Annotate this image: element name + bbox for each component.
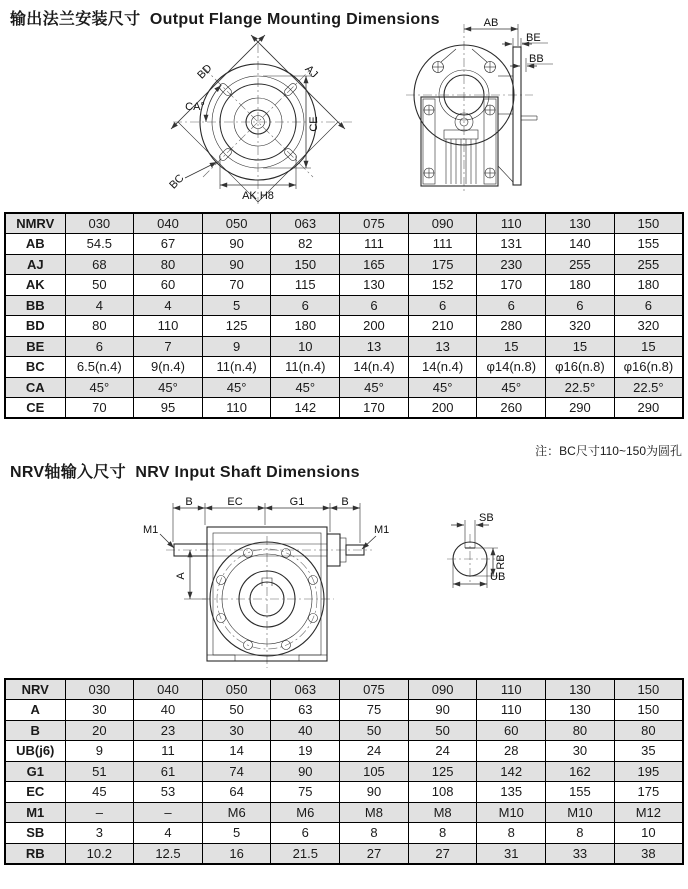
dim-label-ab: AB: [483, 17, 499, 29]
table-cell: 45°: [134, 377, 203, 398]
table-cell: 155: [546, 782, 615, 803]
table-cell: 19: [271, 741, 340, 762]
table-cell: 170: [477, 275, 546, 296]
table-cell: M6: [271, 802, 340, 823]
column-header: 130: [546, 679, 615, 700]
dim-label-ak: AK H8: [242, 190, 274, 202]
column-header: 130: [546, 213, 615, 234]
table-cell: 15: [477, 336, 546, 357]
table-cell: 74: [202, 761, 271, 782]
row-label: CE: [5, 398, 65, 419]
table-cell: 33: [546, 843, 615, 864]
table-cell: 11(n.4): [271, 357, 340, 378]
table-cell: 50: [340, 720, 409, 741]
table-row: [5, 741, 683, 762]
table-cell: 11: [134, 741, 203, 762]
table-cell: 165: [340, 254, 409, 275]
table-cell: 6: [65, 336, 134, 357]
table-cell: 50: [408, 720, 477, 741]
table-cell: 24: [340, 741, 409, 762]
table-cell: 135: [477, 782, 546, 803]
column-header: 040: [134, 213, 203, 234]
table-row: [5, 802, 683, 823]
shaft-dimensions-table: [4, 678, 684, 865]
table-cell: 255: [614, 254, 683, 275]
column-header: 050: [202, 213, 271, 234]
table-cell: 60: [477, 720, 546, 741]
table-cell: 35: [614, 741, 683, 762]
table-cell: 82: [271, 234, 340, 255]
table-cell: 290: [614, 398, 683, 419]
table-cell: 9(n.4): [134, 357, 203, 378]
table-cell: 45°: [408, 377, 477, 398]
table-cell: φ14(n.8): [477, 357, 546, 378]
table-cell: M6: [202, 802, 271, 823]
dim-label-ca: CA°: [185, 101, 205, 113]
figure-flange-front-view: [155, 34, 405, 210]
table-cell: 90: [202, 254, 271, 275]
table-cell: 54.5: [65, 234, 134, 255]
table-cell: M10: [477, 802, 546, 823]
table-cell: 290: [546, 398, 615, 419]
table-cell: 140: [546, 234, 615, 255]
table-cell: 95: [134, 398, 203, 419]
table-cell: 38: [614, 843, 683, 864]
dim-label-bb: BB: [529, 53, 544, 65]
row-label: SB: [5, 823, 65, 844]
table-cell: 45°: [477, 377, 546, 398]
table-cell: 90: [408, 700, 477, 721]
table-cell: 4: [134, 295, 203, 316]
table-row: [5, 720, 683, 741]
row-label: CA: [5, 377, 65, 398]
table-cell: 51: [65, 761, 134, 782]
figure-input-shaft-view: [140, 496, 402, 676]
figure-shaft-section-detail: [423, 502, 538, 597]
table-cell: 150: [271, 254, 340, 275]
column-header: 110: [477, 679, 546, 700]
table-cell: 10.2: [65, 843, 134, 864]
table-cell: 80: [614, 720, 683, 741]
dim-label-m1-left: M1: [143, 524, 159, 536]
table-cell: φ16(n.8): [546, 357, 615, 378]
table-cell: 30: [546, 741, 615, 762]
dim-label-b-right: B: [341, 496, 349, 508]
column-header: 075: [340, 213, 409, 234]
row-label: UB(j6): [5, 741, 65, 762]
table-row: [5, 761, 683, 782]
table-cell: 14(n.4): [408, 357, 477, 378]
table-row: [5, 275, 683, 296]
table-cell: 175: [614, 782, 683, 803]
table-cell: 80: [546, 720, 615, 741]
table-cell: 111: [340, 234, 409, 255]
table-cell: 24: [408, 741, 477, 762]
table-cell: 80: [134, 254, 203, 275]
table-cell: 170: [340, 398, 409, 419]
column-header: 110: [477, 213, 546, 234]
column-header: 040: [134, 679, 203, 700]
row-label: EC: [5, 782, 65, 803]
table-cell: 64: [202, 782, 271, 803]
dim-label-b-left: B: [185, 496, 193, 508]
table-cell: 6: [614, 295, 683, 316]
dim-label-aj: AJ: [302, 63, 320, 81]
table-cell: 155: [614, 234, 683, 255]
table-corner-header: NMRV: [5, 213, 65, 234]
table-cell: 8: [477, 823, 546, 844]
table-row: [5, 316, 683, 337]
table-cell: 40: [134, 700, 203, 721]
table-row: [5, 823, 683, 844]
table-cell: 8: [408, 823, 477, 844]
table-cell: 90: [271, 761, 340, 782]
figure-flange-side-view: [398, 16, 670, 208]
table-cell: 320: [546, 316, 615, 337]
table-row: [5, 254, 683, 275]
dim-label-ec: EC: [227, 496, 243, 508]
table-cell: 12.5: [134, 843, 203, 864]
row-label: AK: [5, 275, 65, 296]
table-cell: 70: [202, 275, 271, 296]
table-cell: 8: [340, 823, 409, 844]
table-cell: 20: [65, 720, 134, 741]
table-cell: 131: [477, 234, 546, 255]
table-row: [5, 843, 683, 864]
row-label: M1: [5, 802, 65, 823]
dim-label-ce: CE: [308, 116, 320, 132]
dim-label-bc: BC: [167, 172, 187, 192]
table-cell: 5: [202, 295, 271, 316]
row-label: B: [5, 720, 65, 741]
table-cell: 15: [546, 336, 615, 357]
table-cell: 4: [134, 823, 203, 844]
table-cell: 11(n.4): [202, 357, 271, 378]
row-label: AB: [5, 234, 65, 255]
table-cell: 5: [202, 823, 271, 844]
table-cell: 10: [614, 823, 683, 844]
dim-label-m1-right: M1: [374, 524, 390, 536]
column-header: 063: [271, 213, 340, 234]
table-cell: 115: [271, 275, 340, 296]
row-label: BC: [5, 357, 65, 378]
table-cell: –: [65, 802, 134, 823]
table-cell: 105: [340, 761, 409, 782]
table-cell: 6: [408, 295, 477, 316]
table-cell: 68: [65, 254, 134, 275]
table-row: [5, 377, 683, 398]
table-cell: 6: [477, 295, 546, 316]
table-cell: 16: [202, 843, 271, 864]
table-cell: 180: [614, 275, 683, 296]
table-cell: 27: [340, 843, 409, 864]
table-cell: 8: [546, 823, 615, 844]
row-label: BE: [5, 336, 65, 357]
row-label: BD: [5, 316, 65, 337]
table-cell: 23: [134, 720, 203, 741]
table-cell: 255: [546, 254, 615, 275]
table-cell: 22.5°: [546, 377, 615, 398]
table-cell: 4: [65, 295, 134, 316]
table-cell: –: [134, 802, 203, 823]
table-cell: 6: [546, 295, 615, 316]
column-header: 090: [408, 679, 477, 700]
table-cell: M8: [408, 802, 477, 823]
table-cell: 108: [408, 782, 477, 803]
table-cell: 30: [202, 720, 271, 741]
table-cell: 45°: [340, 377, 409, 398]
table-cell: 3: [65, 823, 134, 844]
table-cell: 6: [271, 823, 340, 844]
table-cell: 110: [134, 316, 203, 337]
table-cell: 9: [202, 336, 271, 357]
dim-label-rb: RB: [495, 554, 507, 570]
table-cell: 130: [340, 275, 409, 296]
table-cell: φ16(n.8): [614, 357, 683, 378]
table-cell: 22.5°: [614, 377, 683, 398]
column-header: 150: [614, 679, 683, 700]
table-cell: 6: [271, 295, 340, 316]
table-cell: 7: [134, 336, 203, 357]
dim-label-ub: UB: [490, 571, 506, 583]
table-cell: 31: [477, 843, 546, 864]
table-cell: 50: [202, 700, 271, 721]
table-cell: 45°: [202, 377, 271, 398]
table-note: 注：BC尺寸110~150为圆孔: [535, 444, 682, 458]
table-cell: 40: [271, 720, 340, 741]
table-row: [5, 336, 683, 357]
column-header: 090: [408, 213, 477, 234]
table-cell: 61: [134, 761, 203, 782]
column-header: 050: [202, 679, 271, 700]
column-header: 030: [65, 679, 134, 700]
table-cell: 110: [202, 398, 271, 419]
section-title-flange: 输出法兰安装尺寸 Output Flange Mounting Dimensions: [10, 11, 440, 28]
row-label: RB: [5, 843, 65, 864]
table-header-row: [5, 213, 683, 234]
column-header: 063: [271, 679, 340, 700]
flange-dimensions-table: [4, 212, 684, 419]
table-cell: 320: [614, 316, 683, 337]
table-cell: 75: [340, 700, 409, 721]
table-cell: 142: [271, 398, 340, 419]
row-label: AJ: [5, 254, 65, 275]
table-cell: 111: [408, 234, 477, 255]
table-cell: 45°: [271, 377, 340, 398]
table-cell: 230: [477, 254, 546, 275]
table-row: [5, 700, 683, 721]
section-title-shaft: NRV轴输入尺寸 NRV Input Shaft Dimensions: [10, 464, 360, 481]
table-cell: 180: [546, 275, 615, 296]
table-cell: M10: [546, 802, 615, 823]
table-cell: 75: [271, 782, 340, 803]
table-cell: 45°: [65, 377, 134, 398]
table-row: [5, 357, 683, 378]
table-cell: 150: [614, 700, 683, 721]
dim-label-sb: SB: [479, 512, 494, 524]
table-cell: 10: [271, 336, 340, 357]
column-header: 075: [340, 679, 409, 700]
table-row: [5, 782, 683, 803]
table-cell: 70: [65, 398, 134, 419]
dim-label-bd: BD: [195, 62, 215, 82]
table-cell: 30: [65, 700, 134, 721]
dim-label-a: A: [175, 572, 187, 580]
row-label: BB: [5, 295, 65, 316]
table-cell: 21.5: [271, 843, 340, 864]
table-cell: 162: [546, 761, 615, 782]
table-cell: 6.5(n.4): [65, 357, 134, 378]
dim-label-g1: G1: [289, 496, 305, 508]
table-cell: 125: [408, 761, 477, 782]
table-cell: 152: [408, 275, 477, 296]
table-cell: 90: [340, 782, 409, 803]
table-cell: 45: [65, 782, 134, 803]
dim-label-be: BE: [526, 32, 541, 44]
table-cell: 50: [65, 275, 134, 296]
table-row: [5, 295, 683, 316]
table-cell: 9: [65, 741, 134, 762]
table-cell: 15: [614, 336, 683, 357]
table-header-row: [5, 679, 683, 700]
table-cell: M12: [614, 802, 683, 823]
table-cell: 195: [614, 761, 683, 782]
row-label: G1: [5, 761, 65, 782]
table-cell: 13: [340, 336, 409, 357]
table-cell: 60: [134, 275, 203, 296]
table-cell: 175: [408, 254, 477, 275]
row-label: A: [5, 700, 65, 721]
table-cell: 13: [408, 336, 477, 357]
table-cell: 130: [546, 700, 615, 721]
table-cell: 142: [477, 761, 546, 782]
table-row: [5, 398, 683, 419]
table-cell: 110: [477, 700, 546, 721]
table-cell: 53: [134, 782, 203, 803]
table-cell: 210: [408, 316, 477, 337]
table-cell: 14(n.4): [340, 357, 409, 378]
table-cell: M8: [340, 802, 409, 823]
table-cell: 200: [340, 316, 409, 337]
table-cell: 80: [65, 316, 134, 337]
table-corner-header: NRV: [5, 679, 65, 700]
column-header: 150: [614, 213, 683, 234]
table-cell: 180: [271, 316, 340, 337]
table-cell: 6: [340, 295, 409, 316]
table-cell: 200: [408, 398, 477, 419]
table-cell: 14: [202, 741, 271, 762]
table-cell: 63: [271, 700, 340, 721]
table-cell: 280: [477, 316, 546, 337]
table-cell: 27: [408, 843, 477, 864]
table-cell: 125: [202, 316, 271, 337]
table-cell: 28: [477, 741, 546, 762]
table-cell: 67: [134, 234, 203, 255]
table-cell: 90: [202, 234, 271, 255]
column-header: 030: [65, 213, 134, 234]
table-cell: 260: [477, 398, 546, 419]
table-row: [5, 234, 683, 255]
